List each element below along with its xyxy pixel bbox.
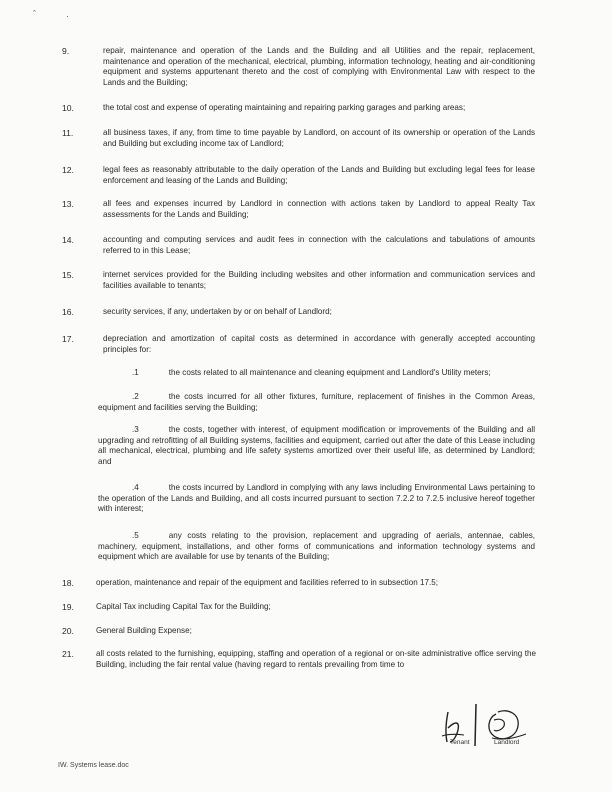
handwritten-initials <box>430 698 540 750</box>
subclause-text: .2 the costs incurred for all other fixtures, furniture, replacement of finishes in the Common Areas, equipment and facilities serving the Building; <box>98 392 535 412</box>
clause-number: 21. <box>62 649 74 659</box>
initials-block <box>430 698 540 750</box>
subclause-number: .1 <box>132 368 139 377</box>
clause-text: accounting and computing services and audit fees in connection with the calculations and tabulations of amounts referred to in this Lease; <box>103 235 535 255</box>
subclause-text: .4 the costs incurred by Landlord in complying with any laws including Environmental Laws pertaining to the operation of the Lands and Building, and all costs incurred pursuant to section 7.2.2 to 7.2.5 inclusive hereof together with interest; <box>98 483 535 514</box>
clause-text: internet services provided for the Building including websites and other information and communication services and facilities available to tenants; <box>103 270 535 290</box>
clause-number: 14. <box>62 235 74 245</box>
corner-mark: ˆ <box>33 9 36 19</box>
clause-text: repair, maintenance and operation of the Lands and the Building and all Utilities and the repair, replacement, maintenance and operation of the mechanical, electrical, plumbing, information technology, heating and air-conditioning equipment and systems appurtenant thereto and the cost of complying with Environmental Law with respect to the Lands and the Building; <box>103 46 535 87</box>
clause-number: 20. <box>62 626 74 636</box>
subclause-text: .3 the costs, together with interest, of equipment modification or improvements of the Building and all upgrading and retrofitting of all Building systems, facilities and equipment, carried out after the date of this Lease including all mechanical, electrical, plumbing and life safety systems amortized over their useful life, as determined by Landlord; and <box>98 425 535 466</box>
clause-number: 17. <box>62 334 74 344</box>
clause-text: depreciation and amortization of capital costs as determined in accordance with generally accepted accounting principles for: <box>103 334 535 354</box>
clause-text: the total cost and expense of operating maintaining and repairing parking garages and parking areas; <box>103 103 466 112</box>
subclause-number: .2 <box>132 392 139 401</box>
clause-number: 11. <box>62 128 74 138</box>
clause-number: 13. <box>62 199 74 209</box>
clause-text: legal fees as reasonably attributable to the daily operation of the Lands and Building but excluding legal fees for lease enforcement and leasing of the Lands and Building; <box>103 165 535 185</box>
subclause-number: .3 <box>132 425 139 434</box>
subclause-number: .4 <box>132 483 139 492</box>
subclause-text: .5 any costs relating to the provision, replacement and upgrading of aerials, antennae, cables, machinery, equipment, installations, and other forms of communications and information technology systems and equipment which are available for use by tenants of the Building; <box>98 531 535 562</box>
landlord-label: Landlord <box>494 739 520 746</box>
footer-filename: IW. Systems lease.doc <box>58 762 129 769</box>
clause-number: 18. <box>62 578 74 588</box>
clause-text: operation, maintenance and repair of the equipment and facilities referred to in subsection 17.5; <box>96 578 438 587</box>
clause-text: all fees and expenses incurred by Landlord in connection with actions taken by Landlord to appeal Realty Tax assessments for the Lands and Building; <box>103 199 535 219</box>
clause-number: 16. <box>62 307 74 317</box>
clause-number: 19. <box>62 602 74 612</box>
clause-number: 15. <box>62 270 74 280</box>
clause-text: security services, if any, undertaken by or on behalf of Landlord; <box>103 307 332 316</box>
clause-text: General Building Expense; <box>96 626 192 635</box>
clause-text: all business taxes, if any, from time to time payable by Landlord, on account of its ownership or operation of the Lands and Building but excluding income tax of Landlord; <box>103 128 535 148</box>
clause-text: Capital Tax including Capital Tax for the Building; <box>96 602 271 611</box>
clause-text: all costs related to the furnishing, equipping, staffing and operation of a regional or on-site administrative office serving the Building, including the fair rental value (having regard to rentals prevailing from time to <box>96 649 536 669</box>
tenant-label: Tenant <box>450 739 470 746</box>
clause-number: 9. <box>62 46 70 56</box>
subclause-text: .1 the costs related to all maintenance and cleaning equipment and Landlord's Utility meters; <box>132 368 491 377</box>
clause-number: 12. <box>62 165 74 175</box>
subclause-number: .5 <box>132 531 139 540</box>
clause-number: 10. <box>62 103 74 113</box>
corner-mark: · <box>66 11 69 21</box>
